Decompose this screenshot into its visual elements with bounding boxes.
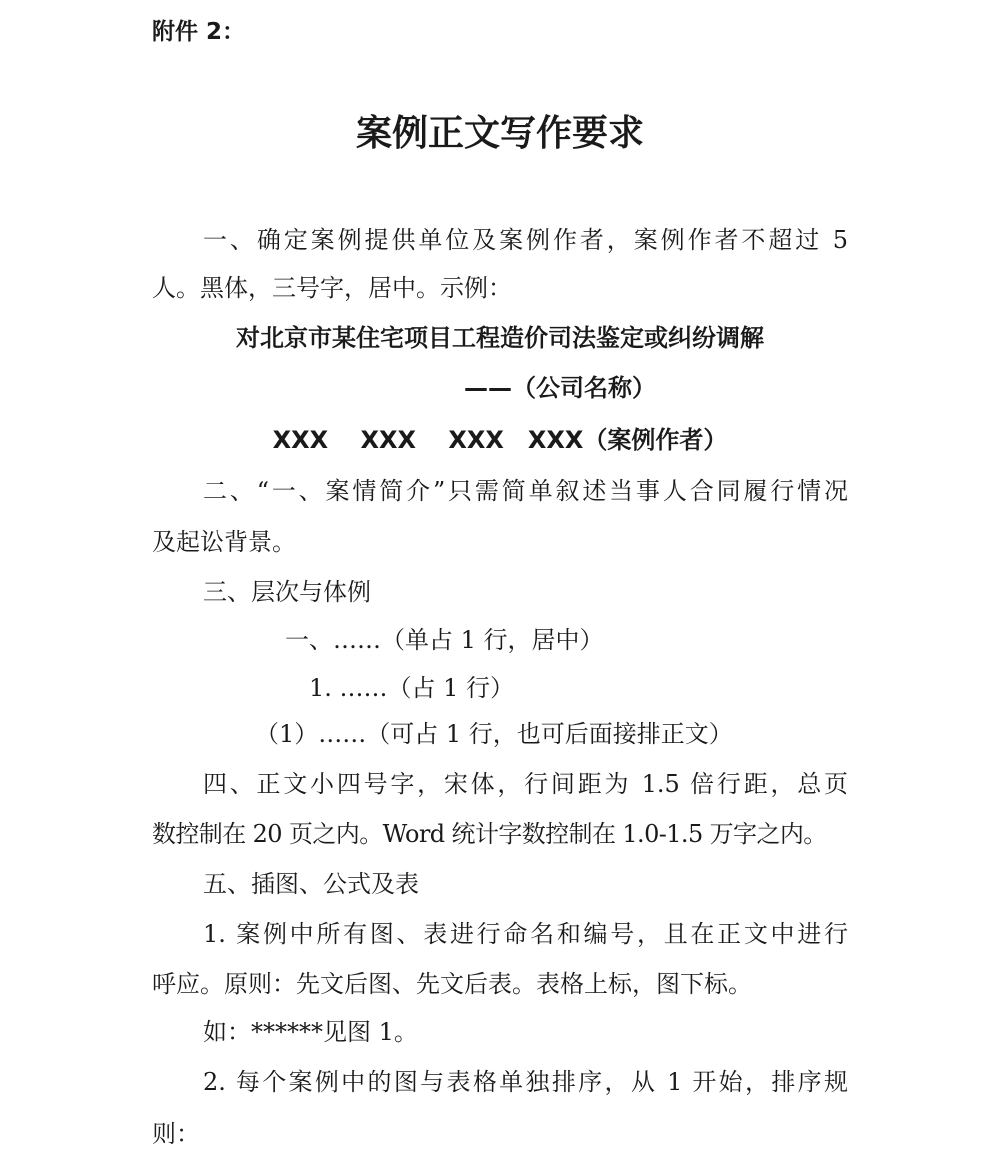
section2-line2: 及起讼背景。 — [152, 528, 296, 556]
section5-heading: 五、插图、公式及表 — [203, 870, 419, 898]
section1-line2: 人。黑体，三号字，居中。示例： — [152, 274, 512, 302]
section5-item1-line2: 呼应。原则：先文后图、先文后表。表格上标，图下标。 — [152, 970, 752, 998]
section1-line1: 一、确定案例提供单位及案例作者，案例作者不超过 5 — [203, 226, 848, 254]
section3-level1: 一、……（单占 1 行，居中） — [285, 626, 604, 654]
example-authors: XXX XXX XXX XXX（案例作者） — [272, 426, 728, 454]
section4-line2: 数控制在 20 页之内。Word 统计字数控制在 1.0-1.5 万字之内。 — [152, 820, 827, 848]
example-case-title: 对北京市某住宅项目工程造价司法鉴定或纠纷调解 — [236, 324, 764, 352]
example-company: ——（公司名称） — [464, 374, 656, 402]
page-title: 案例正文写作要求 — [355, 113, 644, 154]
section4-line1: 四、正文小四号字，宋体，行间距为 1.5 倍行距，总页 — [203, 770, 848, 798]
section3-level3: （1）……（可占 1 行，也可后面接排正文） — [255, 720, 733, 748]
section5-example: 如：******见图 1。 — [203, 1018, 418, 1046]
section5-item2-line2: 则： — [152, 1120, 200, 1148]
section5-item2-line1: 2. 每个案例中的图与表格单独排序，从 1 开始，排序规 — [203, 1068, 848, 1096]
section3-level2: 1. ……（占 1 行） — [309, 674, 515, 702]
attachment-label: 附件 2： — [152, 19, 246, 45]
section5-item1-line1: 1. 案例中所有图、表进行命名和编号，且在正文中进行 — [203, 920, 848, 948]
section3-heading: 三、层次与体例 — [203, 578, 371, 606]
section2-line1: 二、“一、案情简介”只需简单叙述当事人合同履行情况 — [203, 477, 848, 505]
